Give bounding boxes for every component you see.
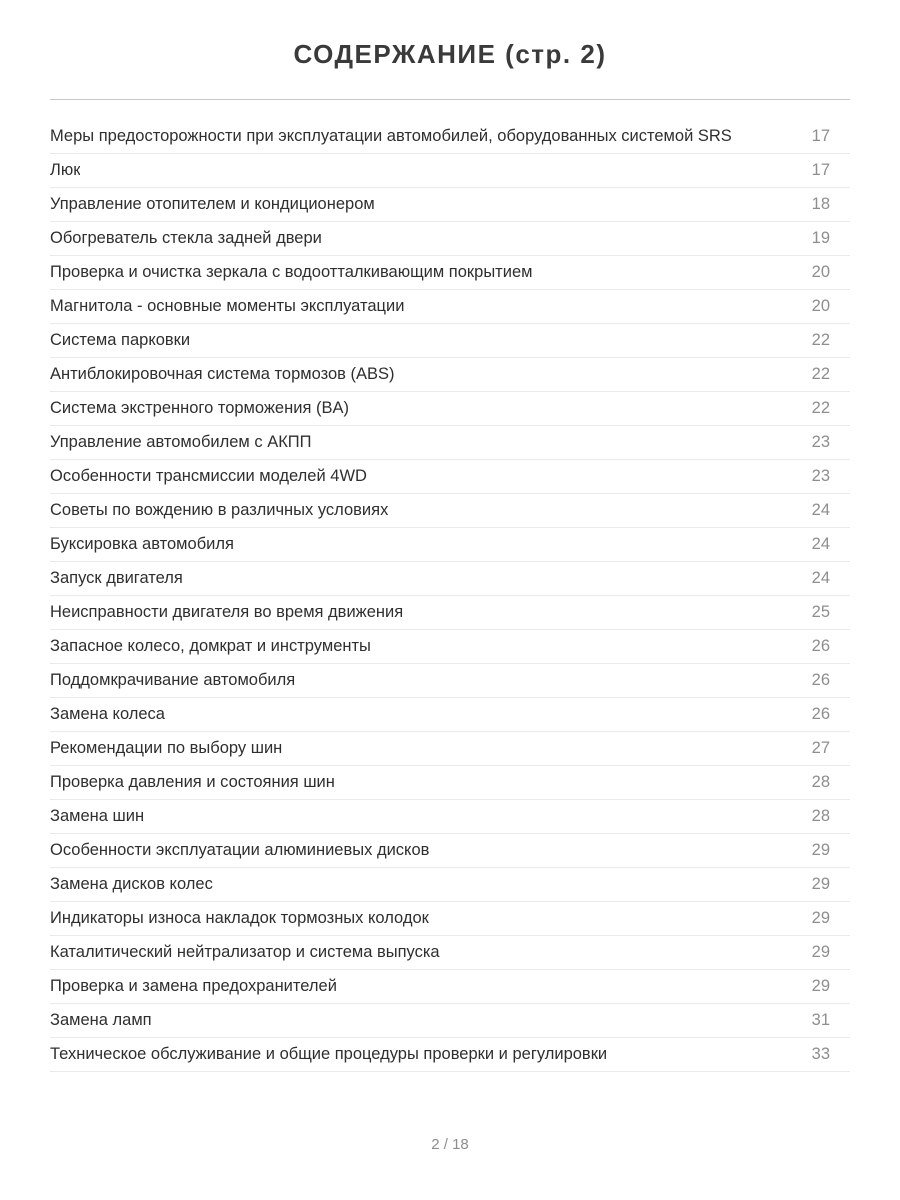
toc-entry-label: Люк <box>50 161 81 179</box>
toc-entry-page-number: 23 <box>811 433 830 451</box>
toc-entry-label: Замена дисков колес <box>50 875 213 893</box>
toc-row <box>50 528 850 562</box>
toc-entry-label: Запуск двигателя <box>50 569 183 587</box>
toc-row <box>50 732 850 766</box>
toc-entry-label: Проверка давления и состояния шин <box>50 773 335 791</box>
toc-entry-label: Особенности трансмиссии моделей 4WD <box>50 467 367 485</box>
page-title: СОДЕРЖАНИЕ (стр. 2) <box>293 39 607 69</box>
toc-entry-page-number: 29 <box>811 977 830 995</box>
toc-row <box>50 698 850 732</box>
toc-entry-page-number: 29 <box>811 909 830 927</box>
toc-entry-page-number: 20 <box>811 297 830 315</box>
toc-entry-label: Буксировка автомобиля <box>50 535 234 553</box>
toc-entry-label: Замена шин <box>50 807 145 825</box>
toc-row <box>50 902 850 936</box>
toc-row <box>50 256 850 290</box>
toc-entry-page-number: 28 <box>811 773 830 791</box>
toc-row <box>50 800 850 834</box>
toc-entry-page-number: 18 <box>811 195 830 213</box>
toc-entry-label: Неисправности двигателя во время движения <box>50 603 404 621</box>
toc-entry-page-number: 24 <box>811 569 830 587</box>
toc-row <box>50 970 850 1004</box>
toc-row <box>50 494 850 528</box>
toc-entry-label: Особенности эксплуатации алюминиевых дисков <box>50 841 430 859</box>
toc-entry-label: Каталитический нейтрализатор и система выпуска <box>50 943 440 961</box>
toc-entry-page-number: 29 <box>811 943 830 961</box>
toc-row <box>50 596 850 630</box>
toc-entry-page-number: 24 <box>811 501 830 519</box>
toc-entry-page-number: 22 <box>811 365 830 383</box>
toc-row <box>50 188 850 222</box>
toc-entry-page-number: 22 <box>811 331 830 349</box>
toc-entry-page-number: 31 <box>811 1011 830 1029</box>
toc-entry-label: Техническое обслуживание и общие процедуры проверки и регулировки <box>50 1045 608 1063</box>
toc-row <box>50 222 850 256</box>
toc-entry-page-number: 26 <box>811 671 830 689</box>
toc-row <box>50 290 850 324</box>
toc-row <box>50 562 850 596</box>
toc-entry-page-number: 23 <box>811 467 830 485</box>
toc-entry-page-number: 26 <box>811 637 830 655</box>
toc-entry-label: Управление автомобилем с АКПП <box>50 433 312 451</box>
toc-row <box>50 392 850 426</box>
toc-row <box>50 154 850 188</box>
toc-row <box>50 460 850 494</box>
toc-entry-page-number: 29 <box>811 841 830 859</box>
toc-entry-label: Запасное колесо, домкрат и инструменты <box>50 637 371 655</box>
toc-entry-label: Антиблокировочная система тормозов (ABS) <box>50 365 395 383</box>
toc-entry-label: Индикаторы износа накладок тормозных колодок <box>50 909 429 927</box>
toc-entry-page-number: 28 <box>811 807 830 825</box>
toc-row <box>50 120 850 154</box>
toc-entry-label: Система экстренного торможения (BA) <box>50 399 349 417</box>
toc-row <box>50 936 850 970</box>
toc-row <box>50 834 850 868</box>
toc-entry-label: Замена колеса <box>50 705 165 723</box>
toc-entry-label: Советы по вождению в различных условиях <box>50 501 389 519</box>
toc-row <box>50 324 850 358</box>
toc-row <box>50 1004 850 1038</box>
toc-entry-page-number: 26 <box>811 705 830 723</box>
toc-entry-label: Меры предосторожности при эксплуатации автомобилей, оборудованных системой SRS <box>50 127 732 145</box>
toc-entry-page-number: 27 <box>811 739 830 757</box>
toc-row <box>50 426 850 460</box>
toc-entry-label: Поддомкрачивание автомобиля <box>50 671 296 689</box>
toc-entry-page-number: 25 <box>811 603 830 621</box>
toc-entry-page-number: 33 <box>811 1045 830 1063</box>
toc-entry-label: Проверка и замена предохранителей <box>50 977 337 995</box>
toc-entry-page-number: 22 <box>811 399 830 417</box>
toc-entry-label: Магнитола - основные моменты эксплуатации <box>50 297 405 315</box>
toc-entry-label: Система парковки <box>50 331 191 349</box>
toc-list <box>50 120 850 1072</box>
toc-entry-page-number: 17 <box>811 127 830 145</box>
toc-entry-label: Обогреватель стекла задней двери <box>50 229 322 247</box>
toc-row <box>50 358 850 392</box>
toc-entry-page-number: 24 <box>811 535 830 553</box>
toc-row <box>50 868 850 902</box>
toc-entry-page-number: 17 <box>811 161 830 179</box>
toc-entry-label: Рекомендации по выбору шин <box>50 739 283 757</box>
toc-entry-page-number: 19 <box>811 229 830 247</box>
toc-entry-page-number: 20 <box>811 263 830 281</box>
toc-row <box>50 1038 850 1072</box>
title-divider <box>50 99 850 100</box>
toc-row <box>50 630 850 664</box>
page-number-indicator: 2 / 18 <box>431 1136 469 1153</box>
toc-entry-label: Управление отопителем и кондиционером <box>50 195 375 213</box>
toc-row <box>50 766 850 800</box>
toc-row <box>50 664 850 698</box>
toc-entry-label: Замена ламп <box>50 1011 152 1029</box>
toc-entry-page-number: 29 <box>811 875 830 893</box>
toc-entry-label: Проверка и очистка зеркала с водоотталкивающим покрытием <box>50 263 533 281</box>
